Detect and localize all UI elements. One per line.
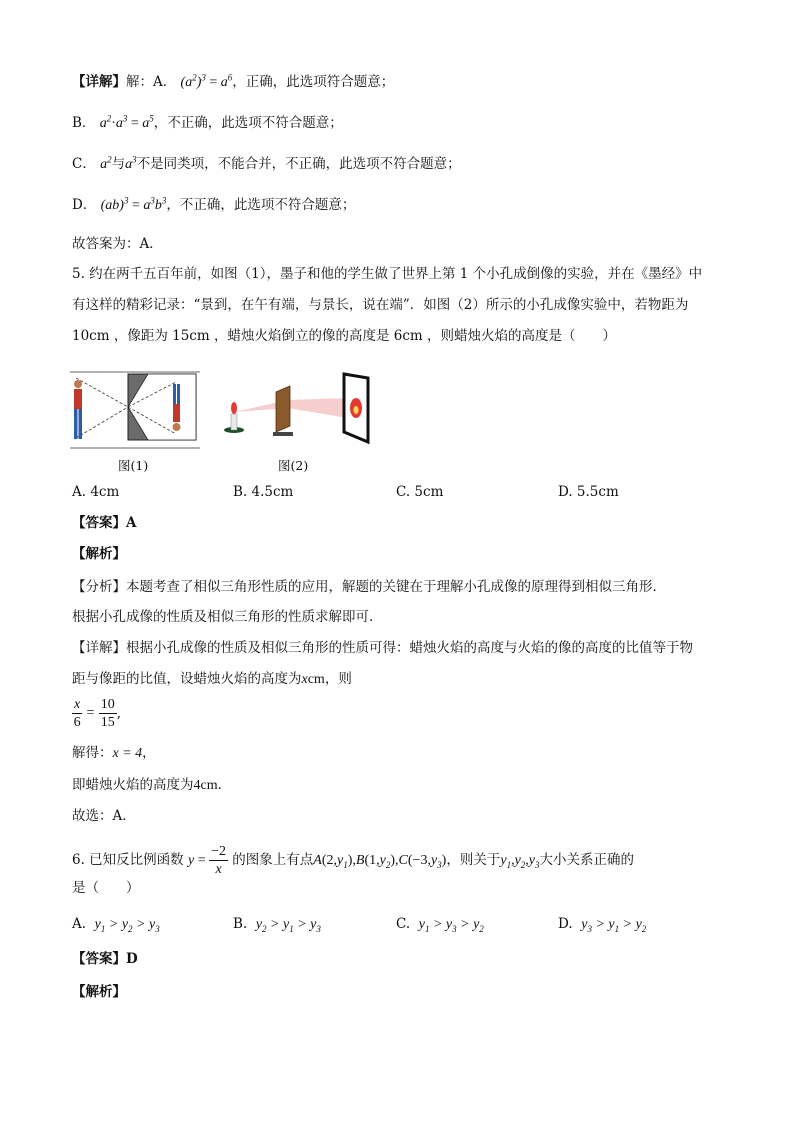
q6-text-2: 是（ ） (72, 880, 140, 896)
detail-line-c: C． $a^2$与$a^3$不是同类项，不能合并，不正确，此选项不符合题意； (72, 154, 461, 172)
q5-option-a[interactable]: A. 4cm (72, 484, 120, 500)
formula-b: $a^2\cdot a^3 = a^5$ (99, 113, 154, 131)
pinhole-figure-2 (218, 368, 378, 448)
q5-analysis-2: 根据小孔成像的性质及相似三角形的性质求解即可． (72, 609, 383, 625)
answer-line: 故答案为：A． (72, 236, 163, 252)
q5-option-c[interactable]: C. 5cm (396, 484, 444, 500)
q6-analysis-tag: 【解析】 (72, 984, 126, 1000)
q5-option-d[interactable]: D. 5.5cm (558, 484, 619, 500)
q6-option-a[interactable]: A. $y_1 > y_2 > y_3$ (72, 916, 160, 934)
fig2-light-beam (234, 398, 348, 418)
q5-answer: 【答案】A (72, 515, 137, 531)
q6-points: $A(2,y_1),B(1,y_2),C(-3,y_3)$ (313, 853, 447, 870)
q5-analysis-1: 【分析】本题考查了相似三角形性质的应用，解题的关键在于理解小孔成像的原理得到相似三角形． (72, 579, 666, 595)
detail-line-a: 【详解】解：A． $(a^2)^3 = a^6$，正确，此选项符合题意； (72, 72, 395, 90)
q5-option-b[interactable]: B. 4.5cm (233, 484, 294, 500)
q5-text-2: 有这样的精彩记录：“景到，在午有端，与景长，说在端”．如图（2）所示的小孔成像实验中，若物距为 (72, 297, 689, 313)
q5-conclusion: 即蜡烛火焰的高度为4cm． (72, 777, 232, 793)
q6-option-c[interactable]: C. $y_1 > y_3 > y_2$ (396, 916, 484, 934)
q6-answer: 【答案】D (72, 951, 138, 967)
candle-icon (224, 402, 244, 433)
fig1-ray-1 (76, 378, 128, 407)
q5-analysis-tag: 【解析】 (72, 546, 126, 562)
q5-detail-2: 距与像距的比值，设蜡烛火焰的高度为xcm，则 (72, 671, 352, 687)
fig2-caption: 图(2) (278, 458, 309, 473)
q6-option-d[interactable]: D. $y_3 > y_1 > y_2$ (558, 916, 647, 934)
fig1-caption: 图(1) (118, 458, 149, 473)
q6-text-1: 6. 已知反比例函数 y = $\frac{-2}{x}$ 的图象上有点$A(2,y_1),B(1,y_2),C(-3,y_3)$，则关于$y_1,y_2,y_3$大小关系正确的 (72, 844, 634, 877)
q5-text-1: 5. 约在两千五百年前，如图（1），墨子和他的学生做了世界上第 1 个小孔成倒像的实验，并在《墨经》中 (72, 266, 703, 282)
detail-line-b: B． $a^2\cdot a^3 = a^5$，不正确，此选项不符合题意； (72, 113, 343, 131)
detail-line-d: D． $(ab)^3 = a^3b^3$，不正确，此选项不符合题意； (72, 195, 356, 213)
fig1-ray-2 (76, 407, 128, 438)
q5-text-3: 10cm ，像距为 15cm ，蜡烛火焰倒立的像的高度是 6cm ，则蜡烛火焰的高度是（ ） (72, 328, 616, 344)
person-icon (74, 380, 82, 439)
formula-a: $(a^2)^3 = a^6$ (180, 72, 233, 90)
proportion-equation: $\frac{x}{6}$ = $\frac{10}{15}$ , (73, 697, 122, 730)
q6-option-b[interactable]: B. $y_2 > y_1 > y_3$ (233, 916, 321, 934)
pinhole-board-icon (273, 386, 293, 436)
q5-solve: 解得：x = 4， (72, 745, 156, 761)
q5-detail-1: 【详解】根据小孔成像的性质及相似三角形的性质可得：蜡烛火焰的高度与火焰的像的高度的比值等于物 (72, 640, 693, 656)
formula-d: $(ab)^3 = a^3b^3$ (100, 195, 167, 213)
screen-icon (344, 374, 368, 442)
pinhole-figure-1 (70, 370, 200, 450)
q5-choice: 故选：A． (72, 808, 136, 824)
